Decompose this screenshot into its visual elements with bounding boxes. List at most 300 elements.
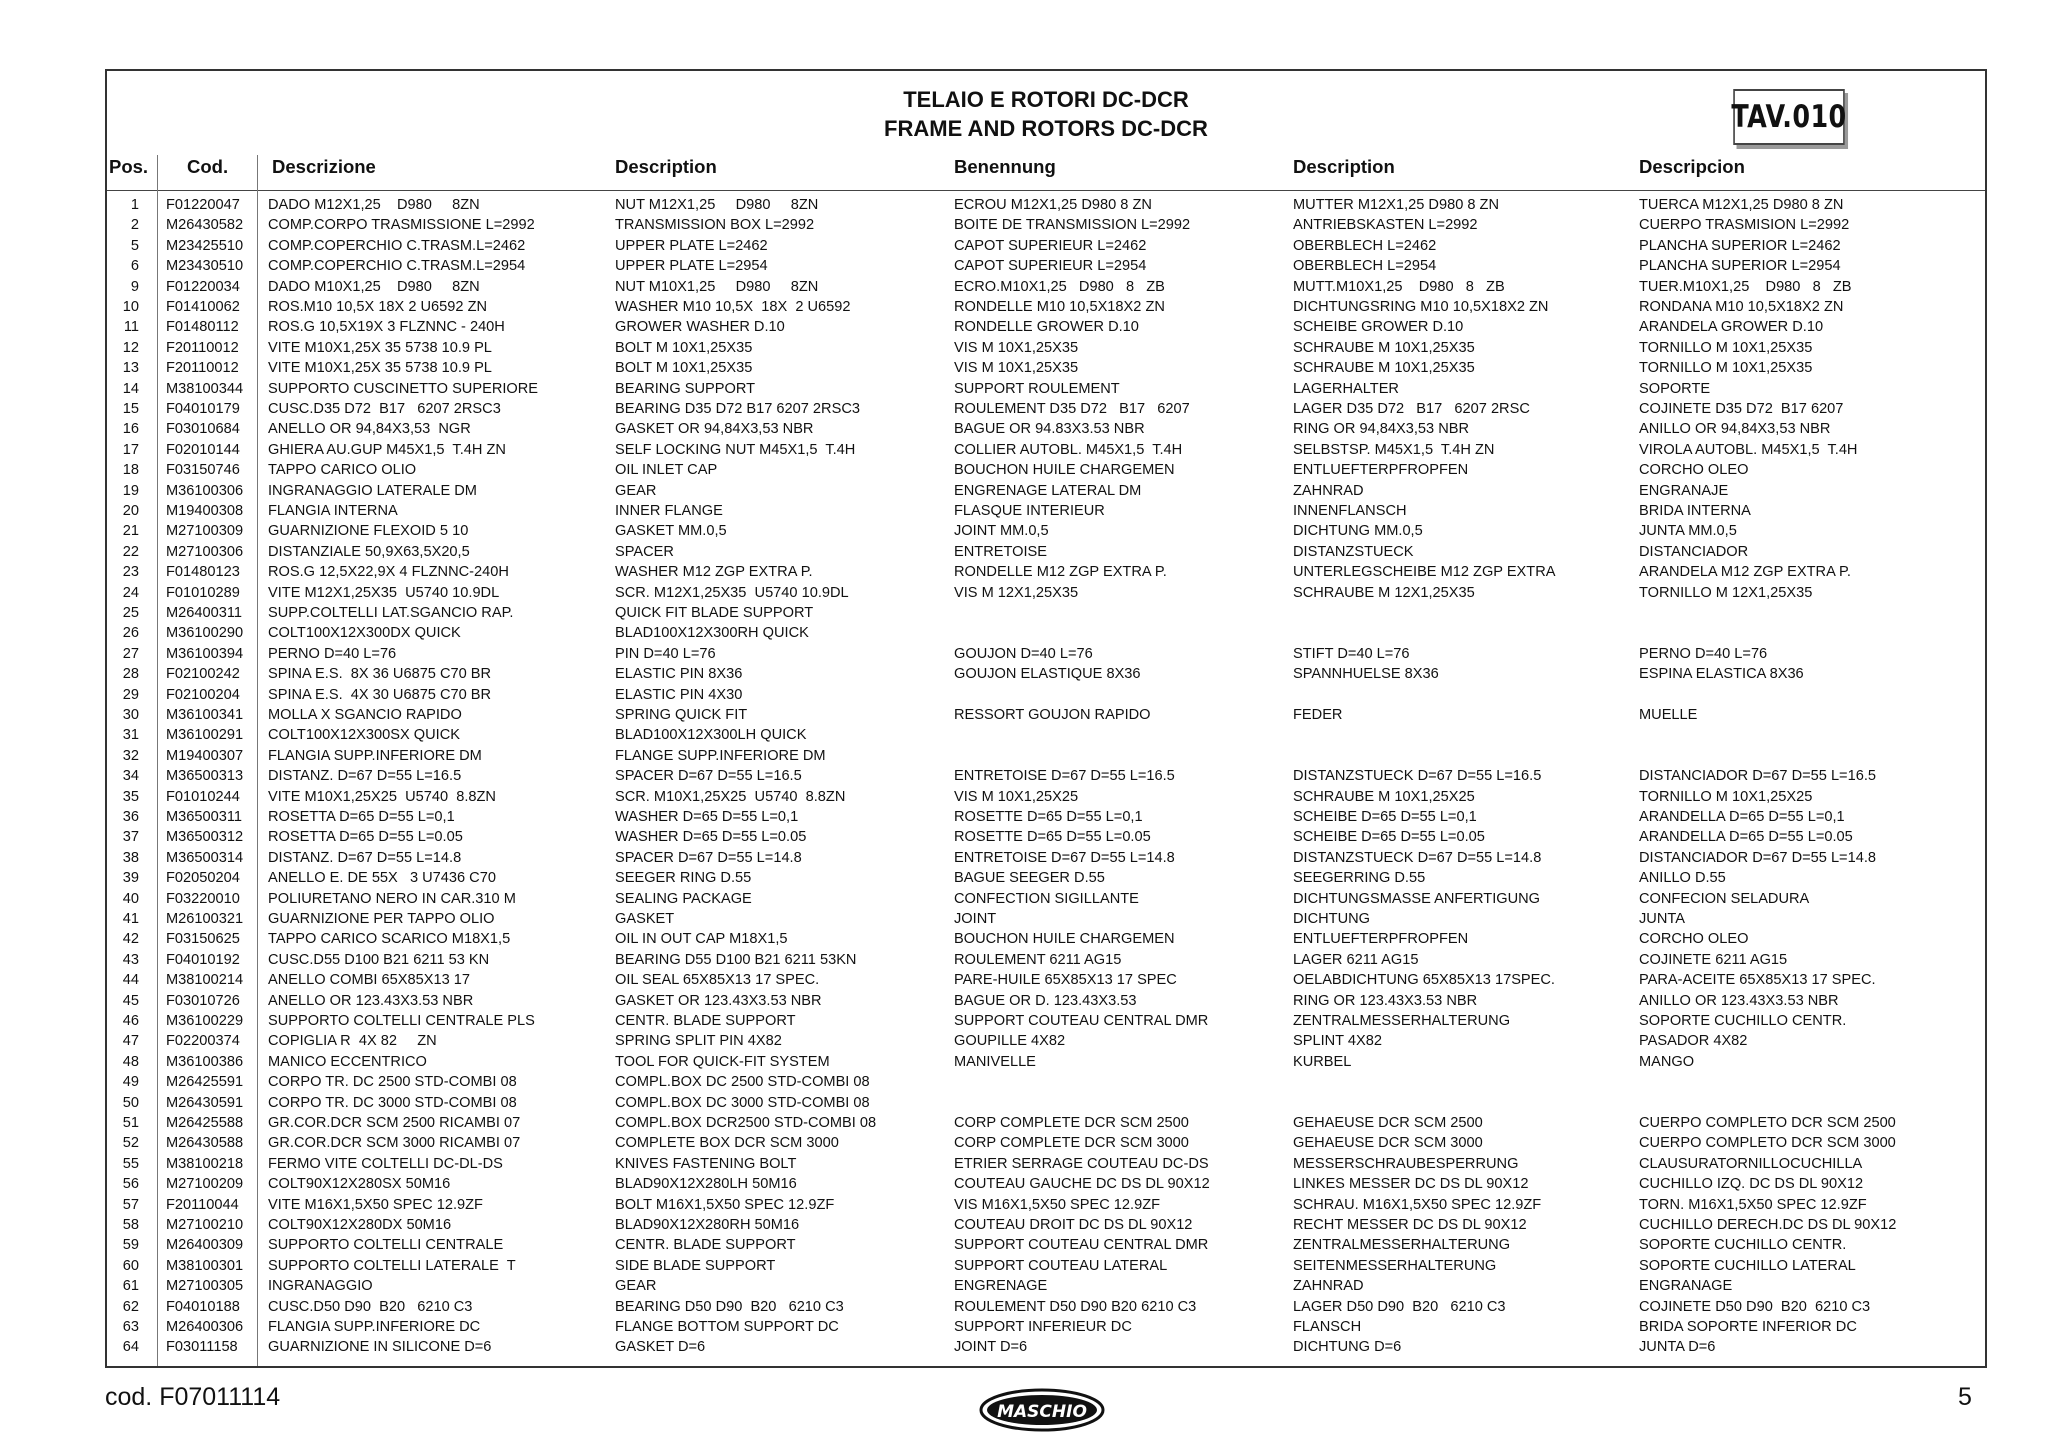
row-benennung: SUPPORT COUTEAU CENTRAL DMR	[954, 1237, 1209, 1254]
row-benennung: JOINT	[954, 911, 997, 927]
row-description-fr: LAGER 6211 AG15	[1293, 951, 1419, 968]
row-code: F03011158	[166, 1339, 238, 1356]
row-pos: 43	[122, 951, 139, 968]
row-description-en: TOOL FOR QUICK-FIT SYSTEM	[615, 1053, 830, 1070]
row-descrizione: SUPPORTO COLTELLI CENTRALE	[268, 1237, 504, 1254]
row-benennung: BOUCHON HUILE CHARGEMEN	[954, 462, 1175, 479]
row-descrizione: CORPO TR. DC 3000 STD-COMBI 08	[268, 1094, 517, 1111]
row-descrizione: VITE M16X1,5X50 SPEC 12.9ZF	[268, 1196, 483, 1213]
row-description-fr: DISTANZSTUECK D=67 D=55 L=16.5	[1293, 768, 1542, 785]
row-code: M36500313	[166, 768, 244, 785]
table-row	[107, 970, 1985, 990]
table-row	[107, 358, 1985, 378]
row-descripcion: PLANCHA SUPERIOR L=2954	[1639, 258, 1841, 275]
table-row	[107, 338, 1985, 358]
row-descripcion: CORCHO OLEO	[1639, 462, 1749, 479]
row-pos: 38	[122, 849, 139, 866]
row-description-en: QUICK FIT BLADE SUPPORT	[615, 605, 814, 621]
row-benennung: RONDELLE M12 ZGP EXTRA P.	[954, 564, 1167, 581]
row-description-en: BOLT M 10X1,25X35	[615, 339, 753, 356]
row-descripcion: DISTANCIADOR D=67 D=55 L=14.8	[1639, 849, 1876, 866]
table-row	[107, 583, 1985, 603]
row-description-fr: LAGERHALTER	[1293, 380, 1399, 397]
row-benennung: ECROU M12X1,25 D980 8 ZN	[954, 197, 1152, 213]
table-row	[107, 1195, 1985, 1215]
row-pos: 46	[122, 1013, 139, 1029]
row-benennung: ROSETTE D=65 D=55 L=0.05	[954, 829, 1151, 846]
row-benennung: BAGUE SEEGER D.55	[954, 870, 1105, 887]
row-benennung: VIS M 10X1,25X35	[954, 339, 1079, 356]
row-pos: 62	[122, 1298, 139, 1315]
row-description-en: GASKET OR 94,84X3,53 NBR	[615, 421, 814, 438]
table-row	[107, 766, 1985, 786]
row-description-fr: GEHAEUSE DCR SCM 2500	[1293, 1115, 1483, 1131]
row-description-fr: ZENTRALMESSERHALTERUNG	[1293, 1237, 1511, 1254]
row-benennung: RONDELLE GROWER D.10	[954, 319, 1139, 336]
row-descripcion: TORN. M16X1,5X50 SPEC 12.9ZF	[1639, 1196, 1867, 1213]
row-pos: 51	[122, 1115, 139, 1131]
row-benennung: VIS M16X1,5X50 SPEC 12.9ZF	[954, 1196, 1161, 1213]
row-code: M36500312	[166, 829, 244, 846]
row-descripcion: TUERCA M12X1,25 D980 8 ZN	[1639, 197, 1844, 213]
row-description-en: COMPLETE BOX DCR SCM 3000	[615, 1135, 839, 1152]
row-code: F01480112	[166, 319, 239, 336]
row-code: F03010726	[166, 992, 240, 1009]
row-descrizione: DISTANZ. D=67 D=55 L=16.5	[268, 768, 462, 785]
row-pos: 39	[122, 870, 139, 887]
row-pos: 14	[122, 380, 139, 397]
row-description-en: NUT M10X1,25 D980 8ZN	[615, 278, 819, 295]
row-code: F02100204	[166, 686, 240, 703]
row-description-en: UPPER PLATE L=2462	[615, 237, 768, 254]
row-description-en: FLANGE BOTTOM SUPPORT DC	[615, 1319, 839, 1335]
row-code: M36100306	[166, 482, 244, 499]
row-benennung: SUPPORT COUTEAU CENTRAL DMR	[954, 1013, 1209, 1029]
row-code: M36100341	[166, 707, 244, 723]
row-description-fr: SEITENMESSERHALTERUNG	[1293, 1257, 1497, 1274]
row-pos: 27	[122, 645, 139, 662]
row-description-fr: LAGER D50 D90 B20 6210 C3	[1293, 1298, 1506, 1315]
row-code: F02050204	[166, 870, 240, 887]
row-pos: 49	[122, 1074, 139, 1091]
row-descripcion: CUERPO COMPLETO DCR SCM 2500	[1639, 1115, 1896, 1131]
parts-table-frame	[105, 69, 1987, 1368]
row-pos: 11	[123, 319, 139, 336]
row-descripcion: ANILLO D.55	[1639, 870, 1726, 887]
row-pos: 10	[122, 299, 139, 315]
row-description-fr: RING OR 123.43X3.53 NBR	[1293, 992, 1478, 1009]
row-description-fr: DISTANZSTUECK	[1293, 543, 1414, 560]
row-description-en: OIL IN OUT CAP M18X1,5	[615, 931, 788, 948]
row-description-en: WASHER M10 10,5X 18X 2 U6592	[615, 299, 851, 315]
row-benennung: CAPOT SUPERIEUR L=2954	[954, 258, 1147, 275]
row-descrizione: INGRANAGGIO LATERALE DM	[268, 482, 477, 499]
table-row	[107, 215, 1985, 235]
row-benennung: JOINT D=6	[954, 1339, 1028, 1356]
table-row	[107, 889, 1985, 909]
row-description-fr: ZAHNRAD	[1293, 482, 1364, 499]
row-code: M36100394	[166, 645, 244, 662]
row-descripcion: ANILLO OR 123.43X3.53 NBR	[1639, 992, 1839, 1009]
row-description-fr: DICHTUNGSRING M10 10,5X18X2 ZN	[1293, 299, 1549, 315]
row-benennung: COLLIER AUTOBL. M45X1,5 T.4H	[954, 441, 1183, 458]
row-descripcion: DISTANCIADOR	[1639, 543, 1749, 560]
row-benennung: VIS M 10X1,25X35	[954, 360, 1079, 377]
row-code: F20110012	[166, 360, 239, 377]
row-description-fr: ANTRIEBSKASTEN L=2992	[1293, 217, 1478, 234]
row-description-en: ELASTIC PIN 8X36	[615, 666, 743, 683]
table-row	[107, 1154, 1985, 1174]
row-descripcion: ARANDELA M12 ZGP EXTRA P.	[1639, 564, 1851, 581]
row-description-en: GASKET MM.0,5	[615, 523, 727, 540]
row-descrizione: FLANGIA SUPP.INFERIORE DC	[268, 1319, 481, 1335]
row-description-en: INNER FLANGE	[615, 503, 723, 519]
row-descripcion: CUERPO TRASMISION L=2992	[1639, 217, 1850, 234]
row-benennung: CAPOT SUPERIEUR L=2462	[954, 237, 1147, 254]
row-benennung: ENGRENAGE	[954, 1278, 1048, 1295]
row-pos: 45	[122, 992, 139, 1009]
table-row	[107, 1337, 1985, 1357]
row-description-fr: MUTTER M12X1,25 D980 8 ZN	[1293, 197, 1500, 213]
table-row	[107, 562, 1985, 582]
row-pos: 44	[122, 972, 139, 989]
row-pos: 25	[122, 605, 139, 621]
row-description-en: KNIVES FASTENING BOLT	[615, 1155, 797, 1172]
row-description-en: COMPL.BOX DC 3000 STD-COMBI 08	[615, 1094, 870, 1111]
row-code: M19400307	[166, 747, 244, 764]
row-code: F03150625	[166, 931, 240, 948]
row-description-fr: SCHRAUBE M 10X1,25X35	[1293, 339, 1475, 356]
row-code: F02200374	[166, 1033, 240, 1050]
row-descrizione: CUSC.D35 D72 B17 6207 2RSC3	[268, 401, 501, 417]
table-row	[107, 1256, 1985, 1276]
document-code: cod. F07011114	[105, 1383, 281, 1411]
row-descrizione: SPINA E.S. 8X 36 U6875 C70 BR	[268, 666, 492, 683]
row-code: M26400311	[166, 605, 243, 621]
row-code: M38100301	[166, 1257, 244, 1274]
row-descrizione: DISTANZ. D=67 D=55 L=14.8	[268, 849, 462, 866]
row-benennung: SUPPORT INFERIEUR DC	[954, 1319, 1132, 1335]
row-description-fr: LINKES MESSER DC DS DL 90X12	[1293, 1176, 1529, 1193]
row-description-fr: STIFT D=40 L=76	[1293, 645, 1410, 662]
row-code: F01220034	[166, 278, 240, 295]
row-pos: 59	[122, 1237, 139, 1254]
row-descripcion: RONDANA M10 10,5X18X2 ZN	[1639, 299, 1844, 315]
table-row	[107, 379, 1985, 399]
table-row	[107, 644, 1985, 664]
header-benennung: Benennung	[954, 156, 1056, 177]
row-code: F02010144	[166, 441, 240, 458]
table-row	[107, 929, 1985, 949]
row-pos: 64	[122, 1339, 139, 1356]
row-benennung: ENGRENAGE LATERAL DM	[954, 482, 1142, 499]
row-description-en: SEALING PACKAGE	[615, 890, 752, 907]
header-pos: Pos.	[109, 156, 149, 177]
table-header	[107, 150, 1985, 191]
row-description-fr: OELABDICHTUNG 65X85X13 17SPEC.	[1293, 972, 1555, 989]
row-benennung: ENTRETOISE	[954, 543, 1047, 560]
row-code: F04010188	[166, 1298, 240, 1315]
row-pos: 36	[122, 809, 139, 825]
row-descrizione: COLT100X12X300SX QUICK	[268, 727, 460, 744]
row-code: M27100306	[166, 543, 244, 560]
table-row	[107, 236, 1985, 256]
table-row	[107, 1052, 1985, 1072]
header-description-en: Description	[615, 156, 717, 177]
table-row	[107, 1093, 1985, 1113]
row-description-fr: KURBEL	[1293, 1053, 1352, 1070]
table-row	[107, 440, 1985, 460]
row-pos: 58	[122, 1217, 139, 1233]
row-descrizione: GHIERA AU.GUP M45X1,5 T.4H ZN	[268, 441, 506, 458]
row-description-fr: SCHRAUBE M 10X1,25X35	[1293, 360, 1475, 377]
row-descripcion: PLANCHA SUPERIOR L=2462	[1639, 237, 1841, 254]
row-benennung: ROULEMENT D35 D72 B17 6207	[954, 401, 1190, 417]
row-descripcion: CORCHO OLEO	[1639, 931, 1749, 948]
row-descrizione: CUSC.D50 D90 B20 6210 C3	[268, 1298, 473, 1315]
row-pos: 15	[122, 401, 139, 417]
row-pos: 22	[122, 543, 139, 560]
row-benennung: BOITE DE TRANSMISSION L=2992	[954, 217, 1191, 234]
row-code: F01480123	[166, 564, 240, 581]
row-description-en: BOLT M 10X1,25X35	[615, 360, 753, 377]
maschio-logo	[979, 1388, 1105, 1432]
row-pos: 57	[122, 1196, 139, 1213]
row-description-en: BEARING D50 D90 B20 6210 C3	[615, 1298, 844, 1315]
row-pos: 61	[122, 1278, 139, 1295]
row-benennung: SUPPORT COUTEAU LATERAL	[954, 1257, 1168, 1274]
row-description-fr: SPANNHUELSE 8X36	[1293, 666, 1439, 683]
row-benennung: FLASQUE INTERIEUR	[954, 503, 1105, 519]
table-row	[107, 848, 1985, 868]
row-descrizione: VITE M10X1,25X25 U5740 8.8ZN	[268, 788, 496, 805]
table-row	[107, 909, 1985, 929]
table-row	[107, 1235, 1985, 1255]
row-pos: 12	[122, 339, 139, 356]
table-row	[107, 1297, 1985, 1317]
row-descripcion: CONFECION SELADURA	[1639, 890, 1810, 907]
row-description-fr: SCHRAU. M16X1,5X50 SPEC 12.9ZF	[1293, 1196, 1542, 1213]
row-descripcion: ARANDELA GROWER D.10	[1639, 319, 1824, 336]
row-pos: 30	[122, 707, 139, 723]
row-descrizione: COLT90X12X280DX 50M16	[268, 1217, 452, 1233]
row-code: M27100209	[166, 1176, 244, 1193]
row-descripcion: TORNILLO M 10X1,25X25	[1639, 788, 1813, 805]
row-description-fr: ENTLUEFTERPFROPFEN	[1293, 462, 1469, 479]
header-description-fr: Description	[1293, 156, 1395, 177]
row-descripcion: ARANDELLA D=65 D=55 L=0,1	[1639, 809, 1845, 825]
row-description-en: ELASTIC PIN 4X30	[615, 686, 743, 703]
row-description-en: GROWER WASHER D.10	[615, 319, 785, 336]
row-benennung: CORP COMPLETE DCR SCM 3000	[954, 1135, 1189, 1152]
row-pos: 29	[122, 686, 139, 703]
row-description-en: BLAD90X12X280LH 50M16	[615, 1176, 797, 1193]
row-code: F04010192	[166, 951, 240, 968]
row-descrizione: DISTANZIALE 50,9X63,5X20,5	[268, 543, 470, 560]
row-pos: 41	[122, 911, 139, 927]
row-pos: 24	[122, 584, 139, 601]
row-code: M26430591	[166, 1094, 244, 1111]
header-descrizione: Descrizione	[272, 156, 376, 177]
row-descrizione: INGRANAGGIO	[268, 1278, 373, 1295]
row-description-fr: FLANSCH	[1293, 1319, 1362, 1335]
table-row	[107, 542, 1985, 562]
row-descripcion: BRIDA SOPORTE INFERIOR DC	[1639, 1319, 1857, 1335]
row-code: M36100291	[166, 727, 244, 744]
row-benennung: CORP COMPLETE DCR SCM 2500	[954, 1115, 1189, 1131]
table-row	[107, 787, 1985, 807]
row-code: M27100210	[166, 1217, 244, 1233]
row-descrizione: COPIGLIA R 4X 82 ZN	[268, 1033, 437, 1050]
row-description-fr: RING OR 94,84X3,53 NBR	[1293, 421, 1470, 438]
row-descripcion: ESPINA ELASTICA 8X36	[1639, 666, 1804, 683]
row-pos: 55	[122, 1155, 139, 1172]
row-description-en: SELF LOCKING NUT M45X1,5 T.4H	[615, 441, 856, 458]
table-row	[107, 746, 1985, 766]
row-pos: 32	[122, 747, 139, 764]
row-description-en: OIL INLET CAP	[615, 462, 718, 479]
row-description-en: SPACER D=67 D=55 L=14.8	[615, 849, 802, 866]
row-benennung: ENTRETOISE D=67 D=55 L=16.5	[954, 768, 1175, 785]
row-descrizione: PERNO D=40 L=76	[268, 645, 397, 662]
row-description-en: WASHER D=65 D=55 L=0.05	[615, 829, 807, 846]
table-row	[107, 1133, 1985, 1153]
table-row	[107, 827, 1985, 847]
row-descrizione: DADO M10X1,25 D980 8ZN	[268, 278, 480, 295]
row-code: M26430588	[166, 1135, 244, 1152]
row-description-en: SPRING QUICK FIT	[615, 707, 748, 723]
row-descrizione: FLANGIA SUPP.INFERIORE DM	[268, 747, 482, 764]
row-description-fr: ENTLUEFTERPFROPFEN	[1293, 931, 1469, 948]
row-descrizione: POLIURETANO NERO IN CAR.310 M	[268, 890, 516, 907]
row-code: M36100290	[166, 625, 244, 642]
table-row	[107, 277, 1985, 297]
row-code: M23430510	[166, 258, 244, 275]
row-code: F20110044	[166, 1196, 239, 1213]
row-description-en: BEARING D35 D72 B17 6207 2RSC3	[615, 401, 860, 417]
row-code: F01220047	[166, 197, 240, 213]
row-description-en: WASHER M12 ZGP EXTRA P.	[615, 564, 813, 581]
row-descripcion: ENGRANAJE	[1639, 482, 1729, 499]
table-reference-box: TAV.010	[1733, 89, 1845, 145]
row-code: M19400308	[166, 503, 244, 519]
row-descrizione: TAPPO CARICO OLIO	[268, 462, 417, 479]
row-description-fr: DICHTUNGSMASSE ANFERTIGUNG	[1293, 890, 1541, 907]
row-pos: 37	[122, 829, 139, 846]
table-row	[107, 603, 1985, 623]
row-description-fr: DICHTUNG D=6	[1293, 1339, 1402, 1356]
row-pos: 20	[122, 503, 139, 519]
row-description-en: OIL SEAL 65X85X13 17 SPEC.	[615, 972, 820, 989]
row-benennung: RESSORT GOUJON RAPIDO	[954, 707, 1151, 723]
row-benennung: ROSETTE D=65 D=55 L=0,1	[954, 809, 1143, 825]
row-description-en: GEAR	[615, 1278, 657, 1295]
row-descripcion: VIROLA AUTOBL. M45X1,5 T.4H	[1639, 441, 1858, 458]
row-description-en: BLAD100X12X300LH QUICK	[615, 727, 807, 744]
row-description-en: BEARING SUPPORT	[615, 380, 756, 397]
row-pos: 13	[122, 360, 139, 377]
row-description-fr: MUTT.M10X1,25 D980 8 ZB	[1293, 278, 1505, 295]
row-code: M36100386	[166, 1053, 244, 1070]
row-description-en: WASHER D=65 D=55 L=0,1	[615, 809, 799, 825]
row-descripcion: COJINETE D35 D72 B17 6207	[1639, 401, 1844, 417]
row-description-fr: SCHRAUBE M 10X1,25X25	[1293, 788, 1475, 805]
row-descripcion: COJINETE D50 D90 B20 6210 C3	[1639, 1298, 1871, 1315]
row-description-en: GASKET	[615, 911, 675, 927]
row-code: F02100242	[166, 666, 240, 683]
row-descrizione: DADO M12X1,25 D980 8ZN	[268, 197, 480, 213]
row-descrizione: GUARNIZIONE IN SILICONE D=6	[268, 1339, 492, 1356]
row-description-fr: SCHEIBE GROWER D.10	[1293, 319, 1464, 336]
row-description-en: SCR. M12X1,25X35 U5740 10.9DL	[615, 584, 849, 601]
row-description-en: COMPL.BOX DC 2500 STD-COMBI 08	[615, 1074, 870, 1091]
row-code: M26425588	[166, 1115, 244, 1131]
row-code: M36100229	[166, 1013, 244, 1029]
row-descripcion: SOPORTE CUCHILLO CENTR.	[1639, 1237, 1847, 1254]
row-descripcion: TORNILLO M 12X1,25X35	[1639, 584, 1813, 601]
row-code: M26400306	[166, 1319, 244, 1335]
row-descrizione: ANELLO E. DE 55X 3 U7436 C70	[268, 870, 496, 887]
row-description-fr: DICHTUNG	[1293, 911, 1371, 927]
table-row	[107, 725, 1985, 745]
row-description-en: BOLT M16X1,5X50 SPEC 12.9ZF	[615, 1196, 835, 1213]
row-description-en: BEARING D55 D100 B21 6211 53KN	[615, 951, 857, 968]
row-benennung: ENTRETOISE D=67 D=55 L=14.8	[954, 849, 1175, 866]
row-pos: 23	[122, 564, 139, 581]
row-descripcion: CUERPO COMPLETO DCR SCM 3000	[1639, 1135, 1896, 1152]
row-benennung: GOUPILLE 4X82	[954, 1033, 1066, 1050]
row-description-en: TRANSMISSION BOX L=2992	[615, 217, 815, 234]
row-description-fr: INNENFLANSCH	[1293, 503, 1407, 519]
row-descrizione: COLT90X12X280SX 50M16	[268, 1176, 451, 1193]
row-description-en: PIN D=40 L=76	[615, 645, 716, 662]
row-descripcion: ARANDELLA D=65 D=55 L=0.05	[1639, 829, 1853, 846]
row-descrizione: ANELLO COMBI 65X85X13 17	[268, 972, 470, 989]
row-descrizione: ROS.M10 10,5X 18X 2 U6592 ZN	[268, 299, 488, 315]
row-code: M27100305	[166, 1278, 244, 1295]
row-description-fr: GEHAEUSE DCR SCM 3000	[1293, 1135, 1483, 1152]
row-benennung: COUTEAU DROIT DC DS DL 90X12	[954, 1217, 1193, 1233]
row-pos: 56	[122, 1176, 139, 1193]
row-descrizione: SPINA E.S. 4X 30 U6875 C70 BR	[268, 686, 492, 703]
row-benennung: SUPPORT ROULEMENT	[954, 380, 1120, 397]
row-code: F01010289	[166, 584, 240, 601]
row-descrizione: VITE M10X1,25X 35 5738 10.9 PL	[268, 360, 492, 377]
row-benennung: CONFECTION SIGILLANTE	[954, 890, 1139, 907]
row-descripcion: JUNTA MM.0,5	[1639, 523, 1737, 540]
row-descripcion: JUNTA	[1639, 911, 1685, 927]
row-pos: 5	[130, 237, 139, 254]
row-descrizione: COMP.CORPO TRASMISSIONE L=2992	[268, 217, 535, 234]
row-descrizione: CUSC.D55 D100 B21 6211 53 KN	[268, 951, 490, 968]
row-descrizione: GR.COR.DCR SCM 3000 RICAMBI 07	[268, 1135, 521, 1152]
row-description-en: GASKET D=6	[615, 1339, 706, 1356]
row-benennung: BAGUE OR 94.83X3.53 NBR	[954, 421, 1145, 438]
row-benennung: JOINT MM.0,5	[954, 523, 1049, 540]
row-code: F04010179	[166, 401, 240, 417]
row-descrizione: ROS.G 10,5X19X 3 FLZNNC - 240H	[268, 319, 505, 336]
table-row	[107, 481, 1985, 501]
row-description-fr: SCHRAUBE M 12X1,25X35	[1293, 584, 1475, 601]
row-descrizione: FERMO VITE COLTELLI DC-DL-DS	[268, 1155, 503, 1172]
row-pos: 35	[122, 788, 139, 805]
row-code: M26425591	[166, 1074, 244, 1091]
row-benennung: BAGUE OR D. 123.43X3.53	[954, 992, 1137, 1009]
table-row	[107, 1072, 1985, 1092]
row-descripcion: DISTANCIADOR D=67 D=55 L=16.5	[1639, 768, 1876, 785]
table-row	[107, 195, 1985, 215]
row-descripcion: TORNILLO M 10X1,25X35	[1639, 339, 1813, 356]
